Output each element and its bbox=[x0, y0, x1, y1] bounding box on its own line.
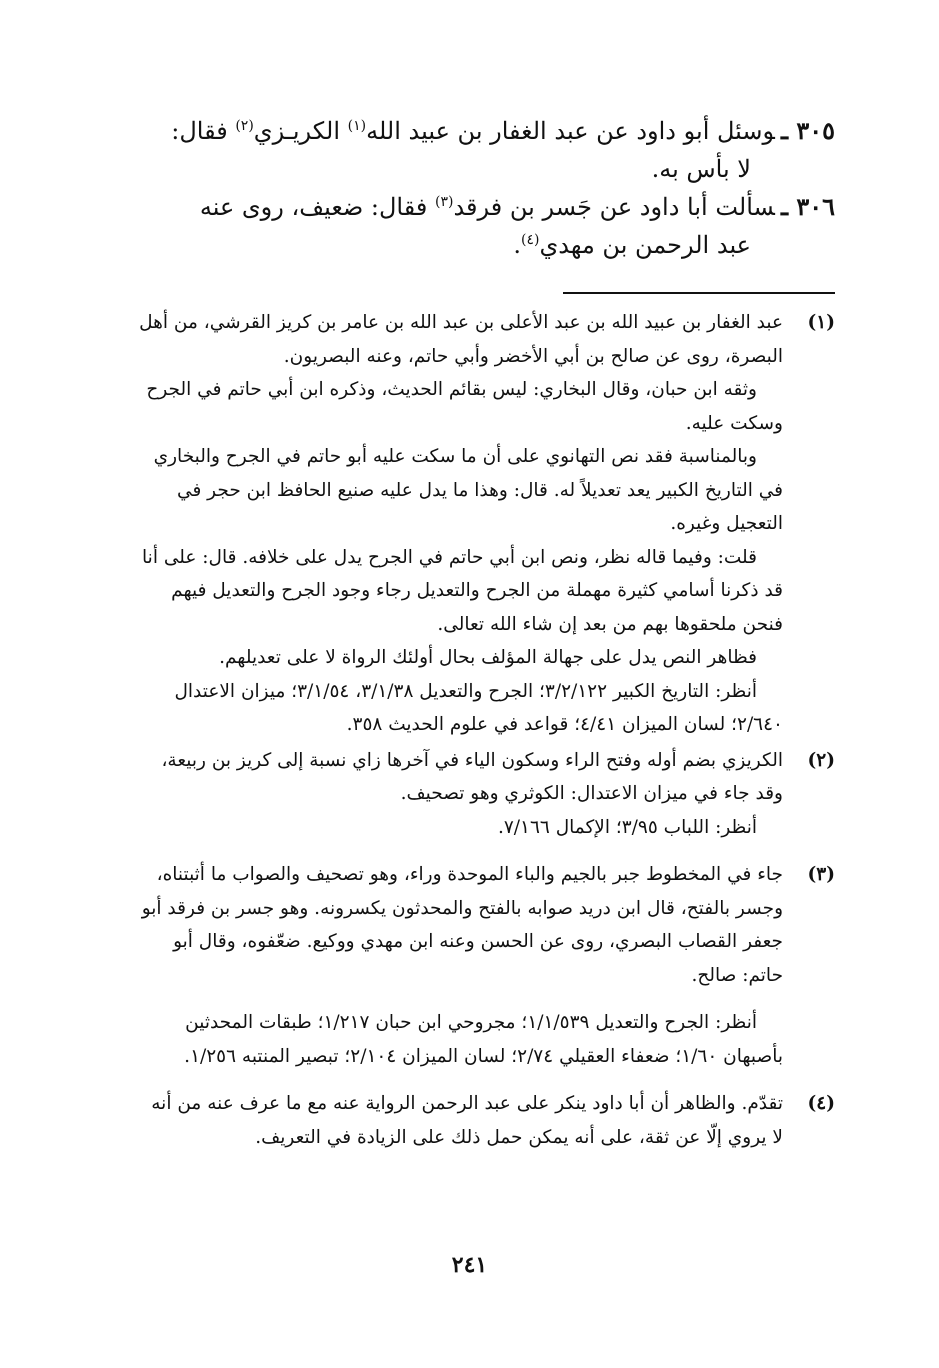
footnote-paragraph: الكريزي بضم أوله وفتح الراء وسكون الياء في آخرها زاي نسبة إلى كريز بن ربيعة، وقد جاء في ميزان الاعتدال: الكوثري وهو تصحيف. bbox=[161, 749, 783, 804]
footnote-number: (١) bbox=[807, 312, 835, 333]
footnote-ref[interactable]: (٣) bbox=[434, 194, 454, 210]
page-number: ٢٤١ bbox=[451, 1252, 488, 1278]
entry-continuation bbox=[125, 226, 835, 264]
footnote-number: (٣) bbox=[807, 864, 835, 885]
footnote-ref[interactable]: (١) bbox=[347, 118, 367, 134]
footnote-paragraph: قلت: وفيما قاله نظر، ونص ابن أبي حاتم في الجرح يدل على خلافه. قال: على أنا قد ذكرنا أسامي كثيرة مهملة من الجرح والتعديل رجاء وجود الجرح والتعديل فيهم فنحن ملحقوها بهم من بعد إن شاء الله تعالى. bbox=[142, 546, 783, 635]
footnote-2 bbox=[135, 744, 835, 845]
spacer bbox=[135, 992, 783, 1006]
entry-text: الكريـزي bbox=[253, 117, 348, 145]
main-text bbox=[125, 112, 835, 264]
entry-306 bbox=[125, 188, 835, 264]
entry-number: ٣٠٦ ـ bbox=[780, 192, 835, 221]
footnote-ref[interactable]: (٢) bbox=[235, 118, 254, 134]
footnote-1 bbox=[135, 306, 835, 742]
footnote-3 bbox=[135, 858, 835, 1073]
footnote-paragraph: وثقه ابن حبان، وقال البخاري: ليس بقائم الحديث، وذكره ابن أبي حاتم في الجرح وسكت عليه. bbox=[146, 379, 783, 434]
footnote-references: أنظر: الجرح والتعديل ١/١/٥٣٩؛ مجروحي ابن حبان ١/٢١٧؛ طبقات المحدثين بأصبهان ١/٦٠؛ ضعفاء العقيلي ٢/٧٤؛ لسان الميزان ٢/١٠٤؛ تبصير المنتبه ١/٢٥٦. bbox=[184, 1012, 783, 1067]
spacer bbox=[135, 844, 835, 858]
footnote-number: (٤) bbox=[807, 1093, 835, 1114]
entry-text: وسئل أبو داود عن عبد الغفار بن عبيد الله bbox=[366, 117, 775, 145]
entry-text: فقال: ضعيف، روى عنه bbox=[199, 193, 435, 221]
footnote-ref[interactable]: (٤) bbox=[521, 232, 540, 248]
footnote-paragraph: وبالمناسبة فقد نص التهانوي على أن ما سكت عليه أبو حاتم في الجرح والبخاري في التاريخ الكبير يعد تعديلاً له. قال: وهذا ما يدل عليه صنيع الحافظ ابن حجر في التعجيل وغيره. bbox=[153, 446, 783, 534]
footnote-paragraph: فظاهر النص يدل على جهالة المؤلف بحال أولئك الرواة لا على تعديلهم. bbox=[219, 647, 757, 668]
footnote-separator bbox=[563, 292, 835, 294]
footnote-paragraph: عبد الغفار بن عبيد الله بن عبد الأعلى بن عبد الله بن عامر بن كريز القرشي، من أهل البصرة، روى عن صالح بن أبي الأخضر وأبي حاتم، وعنه البصريون. bbox=[139, 312, 783, 367]
entry-305 bbox=[125, 112, 835, 188]
entry-number: ٣٠٥ ـ bbox=[780, 116, 835, 145]
footnote-4 bbox=[135, 1087, 835, 1154]
entry-continuation: لا بأس به. bbox=[651, 155, 751, 183]
footnote-paragraph: تقدّم. والظاهر أن أبا داود ينكر على عبد الرحمن الرواية عنه مع ما عرف عنه من أنه لا يروي إلّا عن ثقة، على أنه يمكن حمل ذلك على الزيادة في التعريف. bbox=[151, 1093, 783, 1148]
entry-text: سألت أبا داود عن جَسر بن فرقد bbox=[453, 193, 775, 221]
entry-text: عبد الرحمن بن مهدي bbox=[539, 231, 751, 259]
entry-text: . bbox=[513, 231, 522, 259]
footnote-references: أنظر: اللباب ٣/٩٥؛ الإكمال ٧/١٦٦. bbox=[497, 816, 757, 838]
entry-text: فقال: bbox=[171, 117, 236, 145]
footnote-paragraph: جاء في المخطوط جبر بالجيم والباء الموحدة وراء، وهو تصحيف والصواب ما أثبتناه، وجسر بالفتح، قال ابن دريد صوابه بالفتح والمحدثون يكسرونه. وهو جسر بن فرقد أبو جعفر القصاب البصري، روى عن الحسن وعنه ابن مهدي ووكيع. ضعّفوه، وقال أبو حاتم: صالح. bbox=[141, 864, 783, 986]
footnote-references: أنظر: التاريخ الكبير ٣/٢/١٢٢؛ الجرح والتعديل ٣/١/٣٨، ٣/١/٥٤؛ ميزان الاعتدال ٢/٦٤٠؛ لسان الميزان ٤/٤١؛ قواعد في علوم الحديث ٣٥٨. bbox=[174, 680, 783, 735]
footnote-number: (٢) bbox=[807, 749, 835, 771]
spacer bbox=[135, 1073, 835, 1087]
footnotes bbox=[135, 306, 835, 1154]
